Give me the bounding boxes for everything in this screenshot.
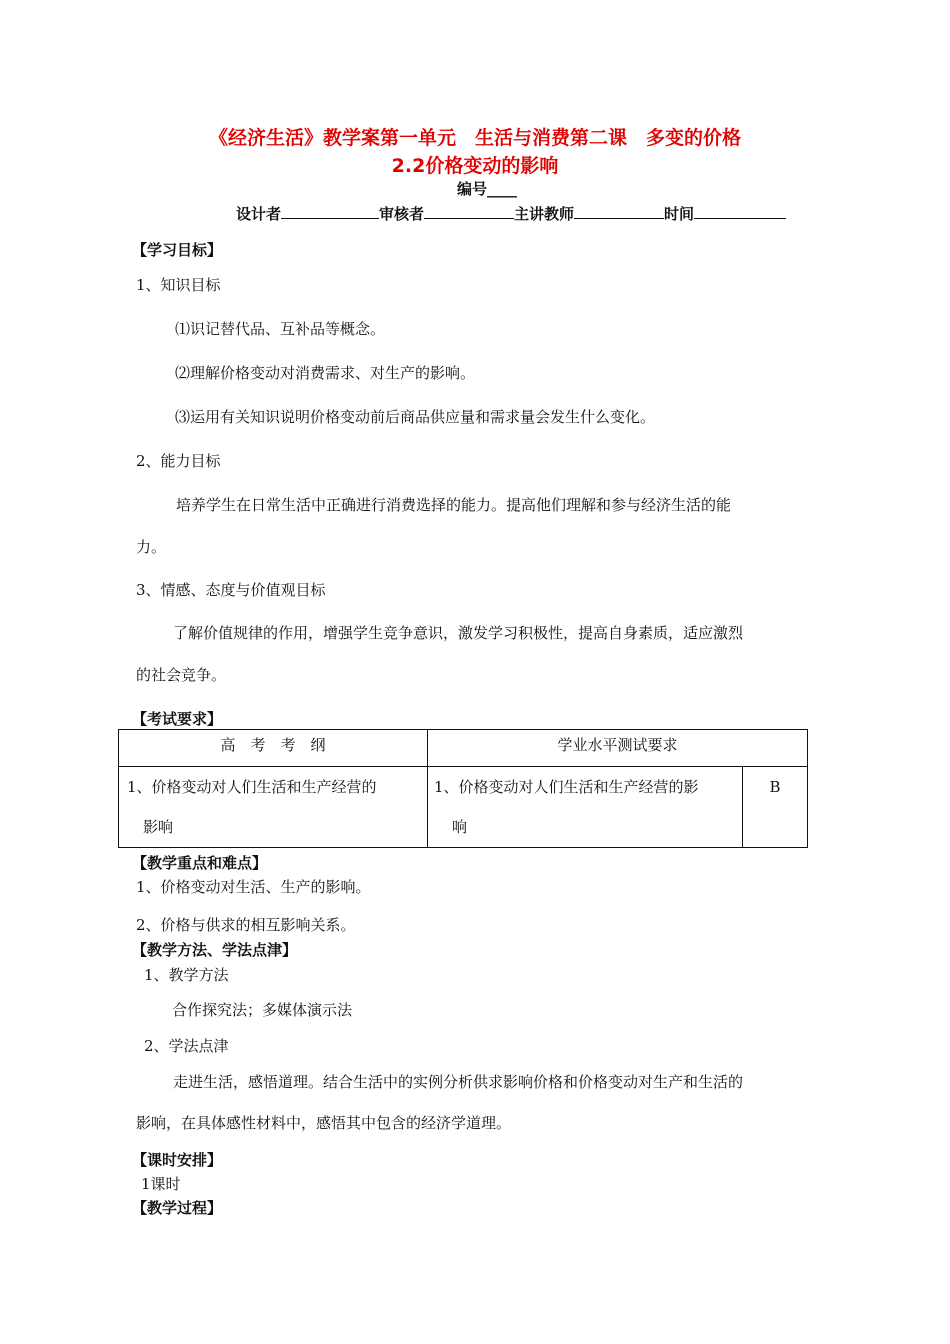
emotion-goal-title: 3、情感、态度与价值观目标 — [136, 581, 326, 599]
gaokao-header: 高 考 考 纲 — [119, 730, 428, 767]
emotion-text-line2: 的社会竞争。 — [136, 666, 227, 684]
signature-row — [236, 203, 786, 224]
number-label: 编号____ — [457, 180, 518, 198]
teaching-method-text: 合作探究法；多媒体演示法 — [172, 1001, 353, 1019]
emotion-text-line1: 了解价值规律的作用，增强学生竞争意识，激发学习积极性，提高自身素质，适应激烈 — [173, 624, 744, 642]
knowledge-goal-title: 1、知识目标 — [136, 276, 221, 294]
exam-heading: 【考试要求】 — [132, 710, 223, 728]
study-method-title: 2、学法点津 — [144, 1037, 229, 1055]
proficiency-header: 学业水平测试要求 — [428, 730, 808, 767]
teacher-blank — [574, 204, 664, 219]
process-heading: 【教学过程】 — [132, 1199, 223, 1217]
level-value: B — [769, 778, 781, 796]
designer-blank — [281, 204, 379, 219]
ability-goal-title: 2、能力目标 — [136, 452, 221, 470]
page-title-line2: 2.2价格变动的影响 — [391, 155, 559, 177]
knowledge-item-2: ⑵理解价格变动对消费需求、对生产的影响。 — [175, 364, 476, 382]
time-label: 时间 — [664, 205, 695, 223]
proficiency-cell-line2: 响 — [452, 818, 468, 836]
level-cell — [743, 767, 808, 848]
schedule-heading: 【课时安排】 — [132, 1151, 223, 1169]
focus-point-1: 1、价格变动对生活、生产的影响。 — [136, 878, 371, 896]
table-row — [119, 767, 808, 848]
teaching-method-title: 1、教学方法 — [144, 966, 229, 984]
study-method-text-line1: 走进生活，感悟道理。结合生活中的实例分析供求影响价格和价格变动对生产和生活的 — [173, 1073, 744, 1091]
reviewer-blank — [424, 204, 514, 219]
time-blank — [694, 204, 786, 219]
focus-point-2: 2、价格与供求的相互影响关系。 — [136, 916, 356, 934]
gaokao-cell-line2: 影响 — [143, 818, 174, 836]
ability-text-line1: 培养学生在日常生活中正确进行消费选择的能力。提高他们理解和参与经济生活的能 — [176, 496, 732, 514]
gaokao-cell-line1: 1、价格变动对人们生活和生产经营的 — [127, 778, 377, 796]
reviewer-label: 审核者 — [379, 205, 425, 223]
gaokao-cell — [119, 767, 428, 848]
method-heading: 【教学方法、学法点津】 — [132, 941, 298, 959]
ability-text-line2: 力。 — [136, 538, 167, 556]
proficiency-cell — [428, 767, 743, 848]
exam-requirements-table — [118, 729, 808, 848]
designer-label: 设计者 — [236, 205, 282, 223]
table-header-row — [119, 730, 808, 767]
knowledge-item-3: ⑶运用有关知识说明价格变动前后商品供应量和需求量会发生什么变化。 — [175, 408, 656, 426]
focus-heading: 【教学重点和难点】 — [132, 854, 268, 872]
study-method-text-line2: 影响，在具体感性材料中，感悟其中包含的经济学道理。 — [136, 1114, 512, 1132]
goals-heading: 【学习目标】 — [132, 241, 223, 259]
proficiency-cell-line1: 1、价格变动对人们生活和生产经营的影 — [434, 778, 699, 796]
schedule-text: 1课时 — [141, 1175, 181, 1193]
page-title-line1: 《经济生活》教学案第一单元 生活与消费第二课 多变的价格 — [208, 127, 741, 149]
teacher-label: 主讲教师 — [514, 205, 575, 223]
knowledge-item-1: ⑴识记替代品、互补品等概念。 — [175, 320, 386, 338]
